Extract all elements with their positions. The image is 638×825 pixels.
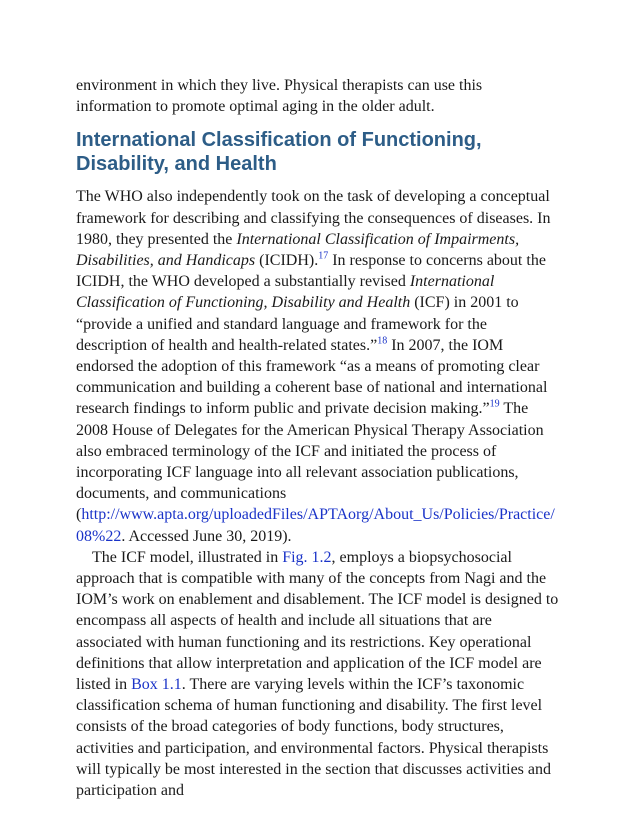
p1-text-5: In 2007, the IOM endorsed the adoption of this framework “as a means of promoting clear communication and building a coherent base of national and international research findings to inform public and private decision making.” <box>76 336 548 418</box>
p1-text-4: (ICF) in 2001 to “provide a unified and standard language and framework for the description of health and health-related states.” <box>76 294 519 354</box>
box-1-1-link[interactable]: Box 1.1 <box>131 676 182 694</box>
section-heading: International Classification of Functioning, Disability, and Health <box>76 129 482 176</box>
p2-text-2: , employs a biopsychosocial approach that is compatible with many of the concepts from Nagi and the IOM’s work on enablement and disablement. The ICF model is designed to encompass all aspects of health and include all situations that are associated with human functioning and its restrictions. Key operational definitions that allow interpretation and application of the ICF model are listed in <box>76 548 559 694</box>
reference-18-link[interactable]: 18 <box>377 335 388 347</box>
url-open-paren: ( <box>76 506 82 524</box>
body-paragraph-2 <box>76 547 560 801</box>
reference-19-link[interactable]: 19 <box>489 399 500 411</box>
apta-policy-url-link[interactable]: http://www.apta.org/uploadedFiles/APTAorg/About_Us/Policies/Practice/ <box>81 506 555 524</box>
body-paragraph-1 <box>76 186 560 546</box>
apta-policy-url-continuation-link[interactable]: 08%22 <box>76 527 122 545</box>
icidh-title: International Classification of Impairments, Disabilities, and Handicaps <box>76 230 520 270</box>
p1-text-6: The 2008 House of Delegates for the American Physical Therapy Association also embraced terminology of the ICF and initiated the process of incorporating ICF language into all relevant association publications, documents, and communications <box>76 400 544 503</box>
p1-text-1: The WHO also independently took on the task of developing a conceptual framework for describing and classifying the consequences of diseases. In 1980, they presented the <box>76 188 551 248</box>
p1-text-2: (ICIDH). <box>255 252 319 270</box>
p1-text-3: In response to concerns about the ICIDH, the WHO developed a substantially revised <box>76 252 546 291</box>
p2-text-1: The ICF model, illustrated in <box>92 548 283 566</box>
p2-text-3: . There are varying levels within the ICF’s taxonomic classification schema of human functioning and disability. The first level consists of the broad categories of body functions, body structures, activities and participation, and environmental factors. Physical therapists will typically be most interested in the section that discusses activities and participation and <box>76 676 552 800</box>
intro-paragraph: environment in which they live. Physical therapists can use this information to promote optimal aging in the older adult. <box>76 77 483 116</box>
icf-title: International Classification of Functioning, Disability and Health <box>76 273 495 312</box>
p1-text-7: . Accessed June 30, 2019). <box>121 527 292 545</box>
document-page <box>76 75 560 801</box>
reference-17-link[interactable]: 17 <box>318 250 329 262</box>
url-line <box>76 504 560 525</box>
figure-1-2-link[interactable]: Fig. 1.2 <box>282 548 332 566</box>
